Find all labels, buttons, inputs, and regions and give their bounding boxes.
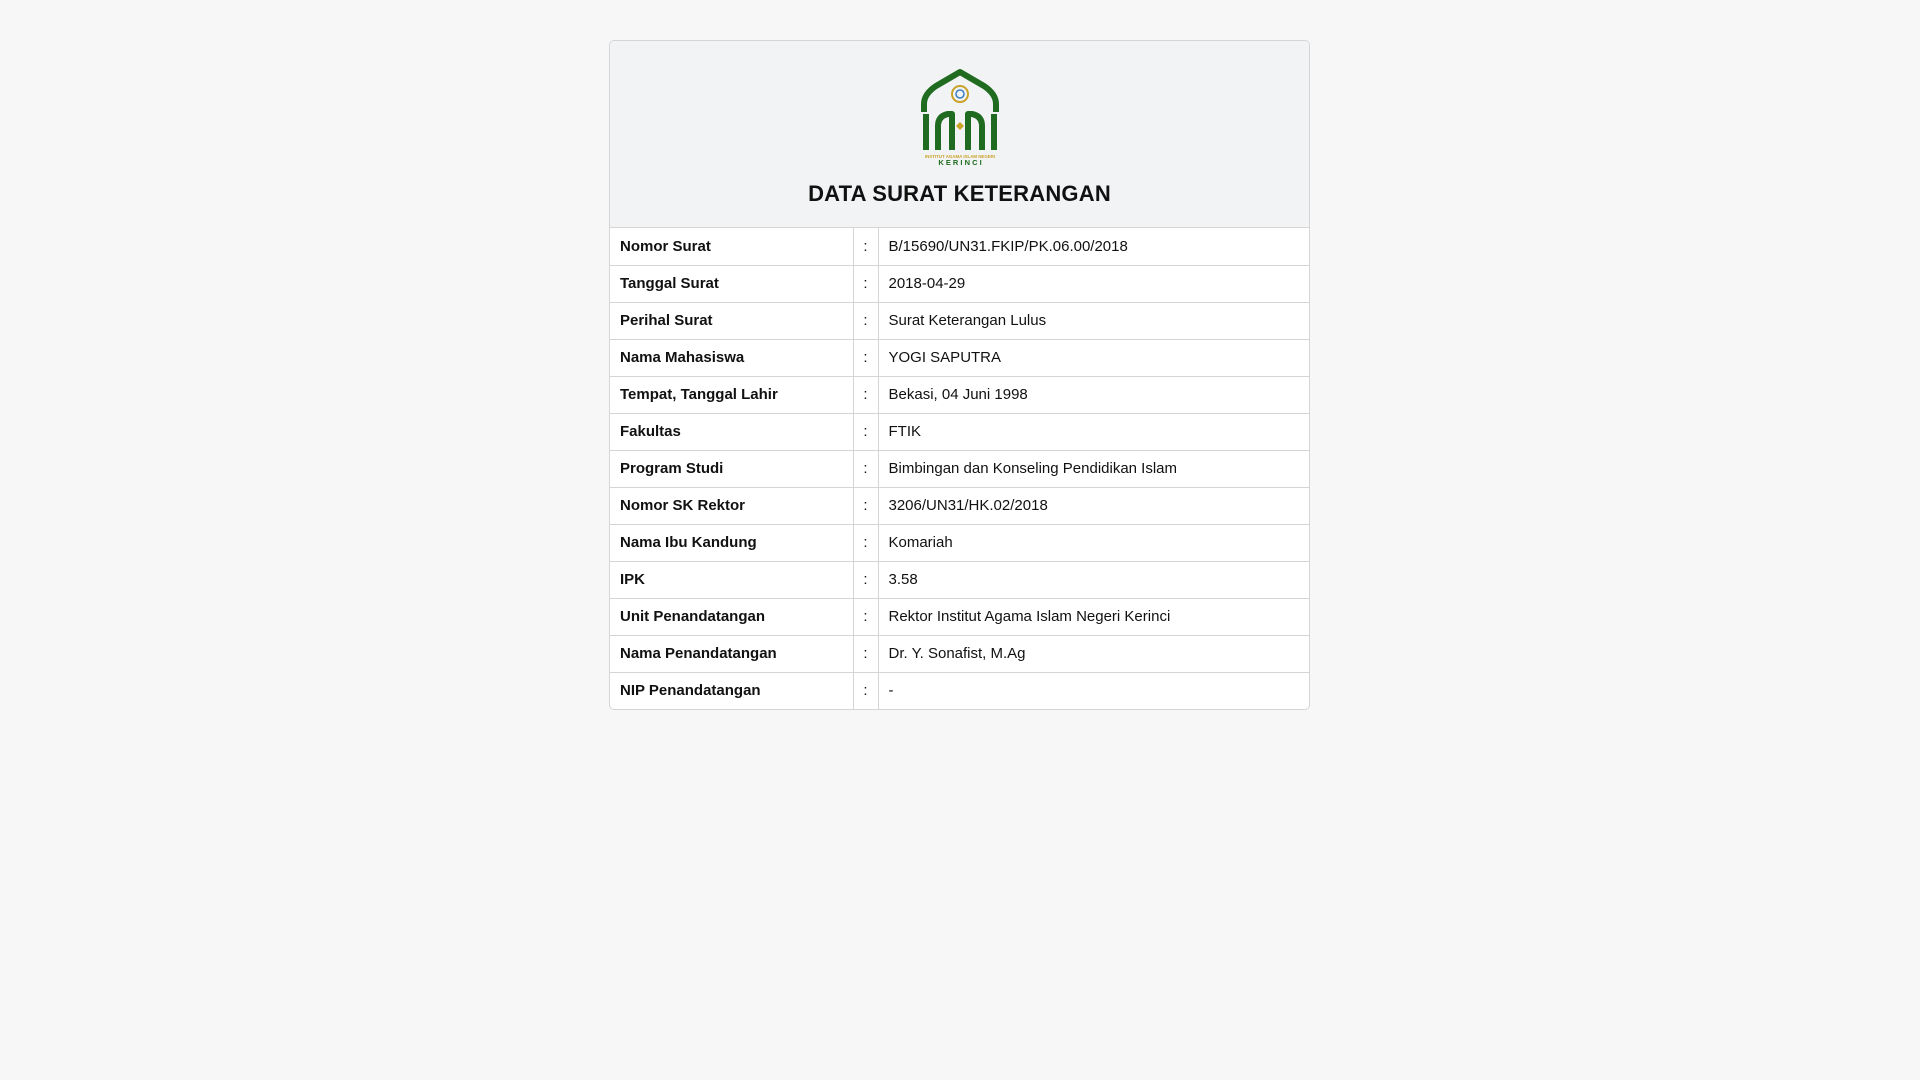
row-label: Program Studi	[610, 450, 853, 487]
row-value: 3.58	[878, 561, 1309, 598]
table-row	[610, 635, 1309, 672]
row-label: Tanggal Surat	[610, 265, 853, 302]
table-row	[610, 376, 1309, 413]
row-label: Fakultas	[610, 413, 853, 450]
row-value: YOGI SAPUTRA	[878, 339, 1309, 376]
table-row	[610, 561, 1309, 598]
table-row	[610, 339, 1309, 376]
row-label: Nama Penandatangan	[610, 635, 853, 672]
row-separator: :	[853, 672, 878, 709]
table-row	[610, 302, 1309, 339]
table-row	[610, 598, 1309, 635]
row-separator: :	[853, 524, 878, 561]
row-value: 3206/UN31/HK.02/2018	[878, 487, 1309, 524]
row-value: Rektor Institut Agama Islam Negeri Kerinci	[878, 598, 1309, 635]
table-row	[610, 265, 1309, 302]
logo-caption-bottom: K E R I N C I	[937, 158, 982, 166]
row-value: Bekasi, 04 Juni 1998	[878, 376, 1309, 413]
row-label: Perihal Surat	[610, 302, 853, 339]
row-label: Nomor Surat	[610, 228, 853, 265]
table-row	[610, 487, 1309, 524]
row-value: 2018-04-29	[878, 265, 1309, 302]
row-separator: :	[853, 487, 878, 524]
row-value: Dr. Y. Sonafist, M.Ag	[878, 635, 1309, 672]
letter-data-table	[610, 228, 1309, 709]
document-card	[609, 40, 1310, 710]
row-separator: :	[853, 265, 878, 302]
logo-caption-top: INSTITUT AGAMA ISLAM NEGERI	[924, 154, 995, 159]
row-separator: :	[853, 228, 878, 265]
row-separator: :	[853, 339, 878, 376]
row-separator: :	[853, 413, 878, 450]
table-row	[610, 524, 1309, 561]
table-row	[610, 450, 1309, 487]
row-separator: :	[853, 561, 878, 598]
row-value: B/15690/UN31.FKIP/PK.06.00/2018	[878, 228, 1309, 265]
row-separator: :	[853, 302, 878, 339]
row-label: IPK	[610, 561, 853, 598]
row-label: Nama Ibu Kandung	[610, 524, 853, 561]
row-separator: :	[853, 450, 878, 487]
row-value: FTIK	[878, 413, 1309, 450]
row-value: Komariah	[878, 524, 1309, 561]
row-label: Nama Mahasiswa	[610, 339, 853, 376]
iain-kerinci-logo	[916, 68, 1004, 166]
row-value: Bimbingan dan Konseling Pendidikan Islam	[878, 450, 1309, 487]
page-title: DATA SURAT KETERANGAN	[808, 181, 1111, 206]
row-label: Unit Penandatangan	[610, 598, 853, 635]
table-row	[610, 413, 1309, 450]
row-separator: :	[853, 376, 878, 413]
table-row	[610, 672, 1309, 709]
row-value: -	[888, 682, 894, 700]
row-label: Tempat, Tanggal Lahir	[610, 376, 853, 413]
row-separator: :	[853, 635, 878, 672]
table-row	[610, 228, 1309, 265]
row-value: Surat Keterangan Lulus	[878, 302, 1309, 339]
row-label: NIP Penandatangan	[610, 672, 853, 709]
row-separator: :	[853, 598, 878, 635]
row-label: Nomor SK Rektor	[610, 487, 853, 524]
card-header	[610, 41, 1309, 228]
